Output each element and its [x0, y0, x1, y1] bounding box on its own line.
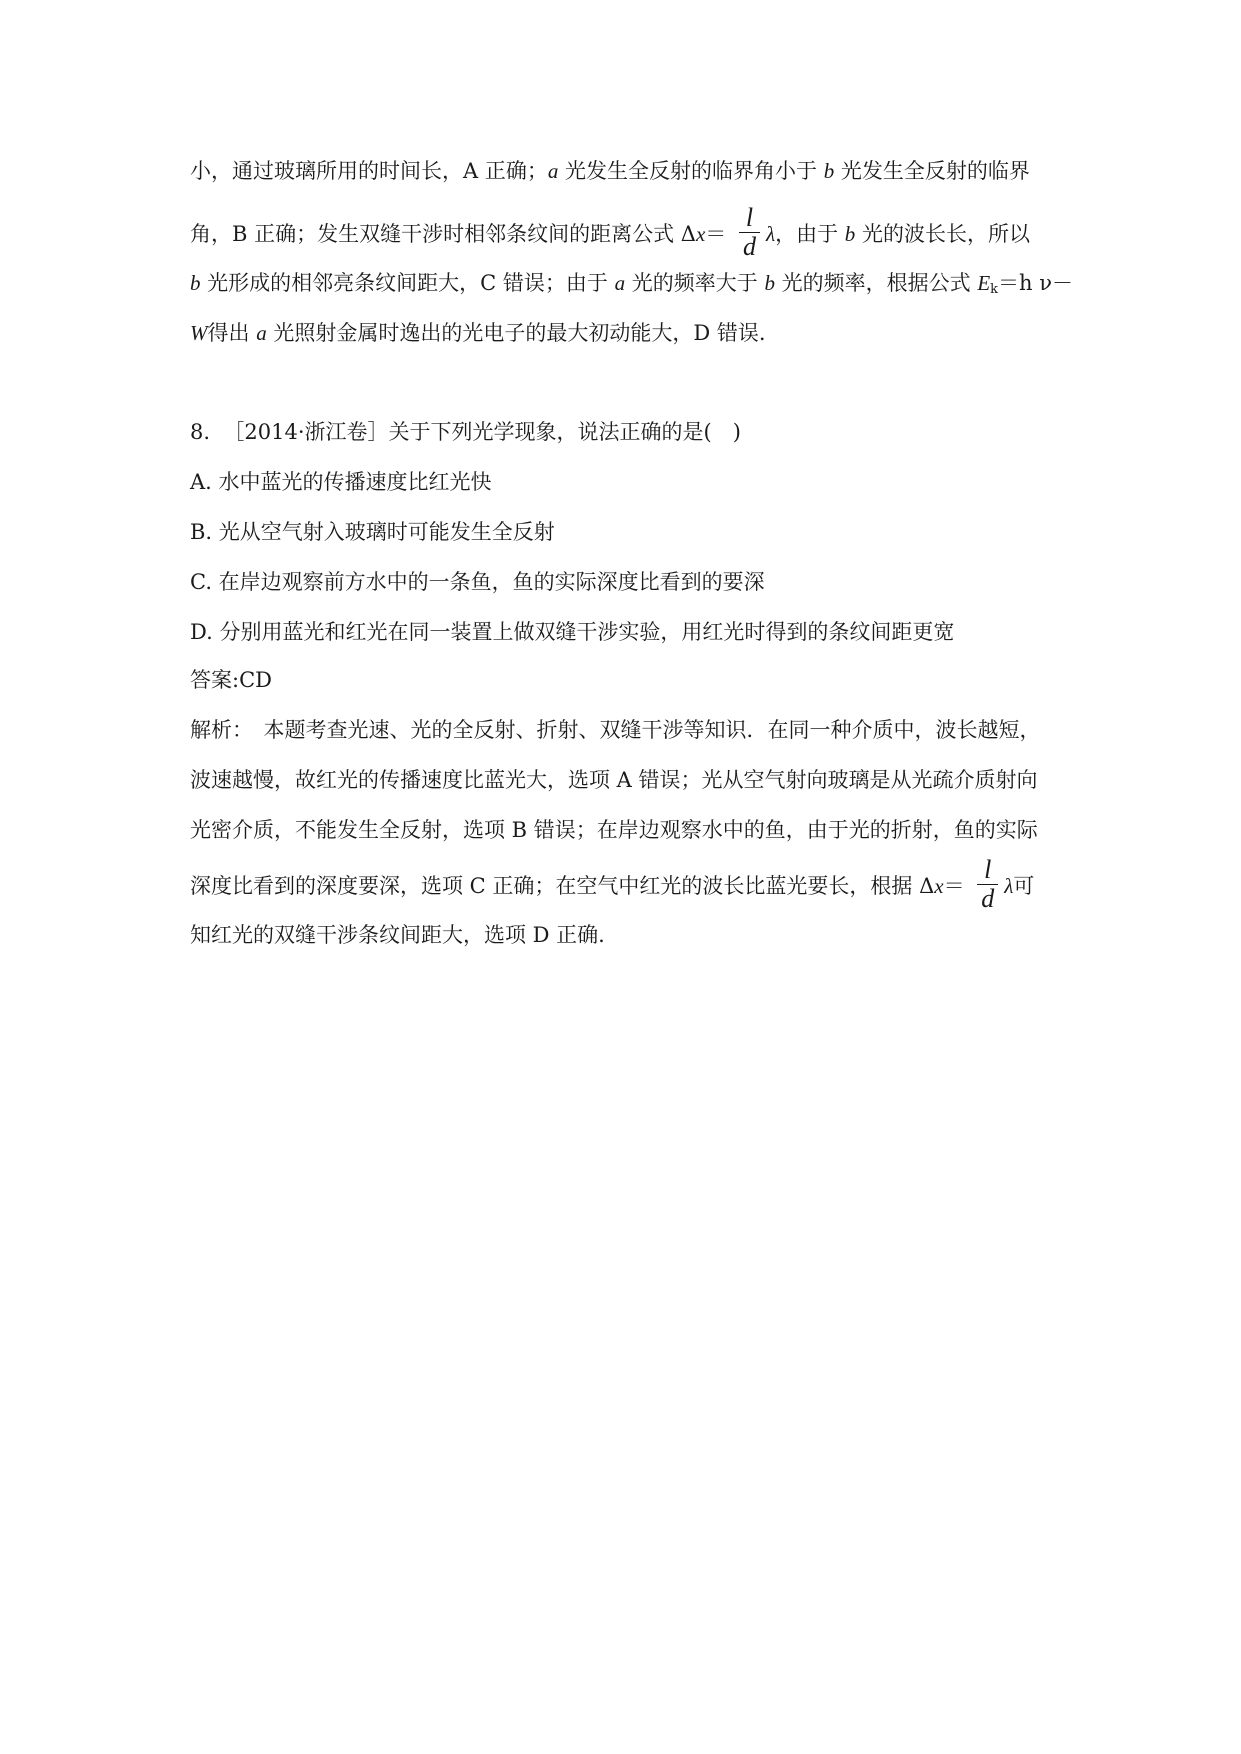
var-a: a	[547, 159, 559, 183]
analysis-line-5	[190, 920, 605, 950]
text: 角，B 正确；发生双缝干涉时相邻条纹间的距离公式 Δ	[190, 222, 696, 246]
text: 深度比看到的深度要深，选项 C 正确；在空气中红光的波长比蓝光要长，根据 Δ	[190, 874, 935, 898]
var-x: x	[934, 874, 944, 898]
var-W: W	[190, 321, 208, 345]
option-text: D. 分别用蓝光和红光在同一装置上做双缝干涉实验，用红光时得到的条纹间距更宽	[190, 620, 955, 644]
text: 波速越慢，故红光的传播速度比蓝光大，选项 A 错误；光从空气射向玻璃是从光疏介质射向	[190, 768, 1038, 792]
fraction-numerator: l	[984, 855, 992, 884]
var-E: E	[977, 271, 991, 295]
fraction-numerator: l	[745, 203, 754, 232]
subscript-k: k	[990, 282, 999, 297]
text: 解析： 本题考查光速、光的全反射、折射、双缝干涉等知识．在同一种介质中，波长越短，	[190, 718, 1041, 742]
option-a	[190, 467, 492, 497]
text: ，由于	[775, 222, 845, 246]
analysis-line-3	[190, 815, 1038, 845]
analysis-line-1	[190, 715, 1041, 745]
var-b: b	[190, 271, 201, 295]
text: 光的频率，根据公式	[774, 271, 978, 295]
analysis-line-2	[190, 765, 1038, 795]
var-b: b	[844, 222, 856, 246]
fraction-denominator: d	[742, 232, 756, 261]
fraction-l-over-d	[977, 857, 998, 912]
text: 光发生全反射的临界角小于	[558, 159, 824, 183]
option-b	[190, 517, 555, 547]
prev-line-1	[190, 156, 1030, 186]
text: 小，通过玻璃所用的时间长，A 正确；	[190, 159, 548, 183]
question-number: 8.	[190, 420, 211, 444]
option-d	[190, 617, 954, 647]
lambda-symbol: λ	[765, 222, 776, 246]
lambda-symbol: λ	[1004, 874, 1014, 898]
fraction-l-over-d	[739, 205, 760, 260]
prev-line-4	[190, 318, 766, 348]
text: 光的波长长，所以	[855, 222, 1030, 246]
text: ＝h ν－	[998, 271, 1073, 295]
var-a: a	[614, 271, 626, 295]
equals-sign: ＝	[705, 222, 727, 246]
text: 光发生全反射的临界	[834, 159, 1030, 183]
question-text: 关于下列光学现象，说法正确的是( )	[388, 420, 741, 444]
text: 得出	[207, 321, 257, 345]
equals-sign: ＝	[943, 874, 965, 898]
prev-line-2	[190, 203, 1030, 263]
text: 光照射金属时逸出的光电子的最大初动能大，D 错误.	[266, 321, 766, 345]
answer	[190, 665, 272, 695]
option-text: C. 在岸边观察前方水中的一条鱼，鱼的实际深度比看到的要深	[190, 570, 765, 594]
option-c	[190, 567, 765, 597]
question-stem	[190, 417, 741, 447]
text: 光的频率大于	[625, 271, 765, 295]
text: 光形成的相邻亮条纹间距大，C 错误；由于	[200, 271, 615, 295]
question-source: ［2014·浙江卷］	[223, 420, 389, 444]
var-b: b	[823, 159, 835, 183]
answer-text: 答案:CD	[190, 668, 272, 692]
var-a: a	[256, 321, 267, 345]
fraction-denominator: d	[981, 884, 995, 913]
option-text: A. 水中蓝光的传播速度比红光快	[190, 470, 492, 494]
option-text: B. 光从空气射入玻璃时可能发生全反射	[190, 520, 555, 544]
text: 知红光的双缝干涉条纹间距大，选项 D 正确.	[190, 923, 605, 947]
text: 光密介质，不能发生全反射，选项 B 错误；在岸边观察水中的鱼，由于光的折射，鱼的实际	[190, 818, 1038, 842]
analysis-line-4	[190, 855, 1035, 915]
var-x: x	[695, 222, 706, 246]
prev-line-3	[190, 268, 1073, 305]
var-b: b	[764, 271, 775, 295]
text: 可	[1013, 874, 1035, 898]
